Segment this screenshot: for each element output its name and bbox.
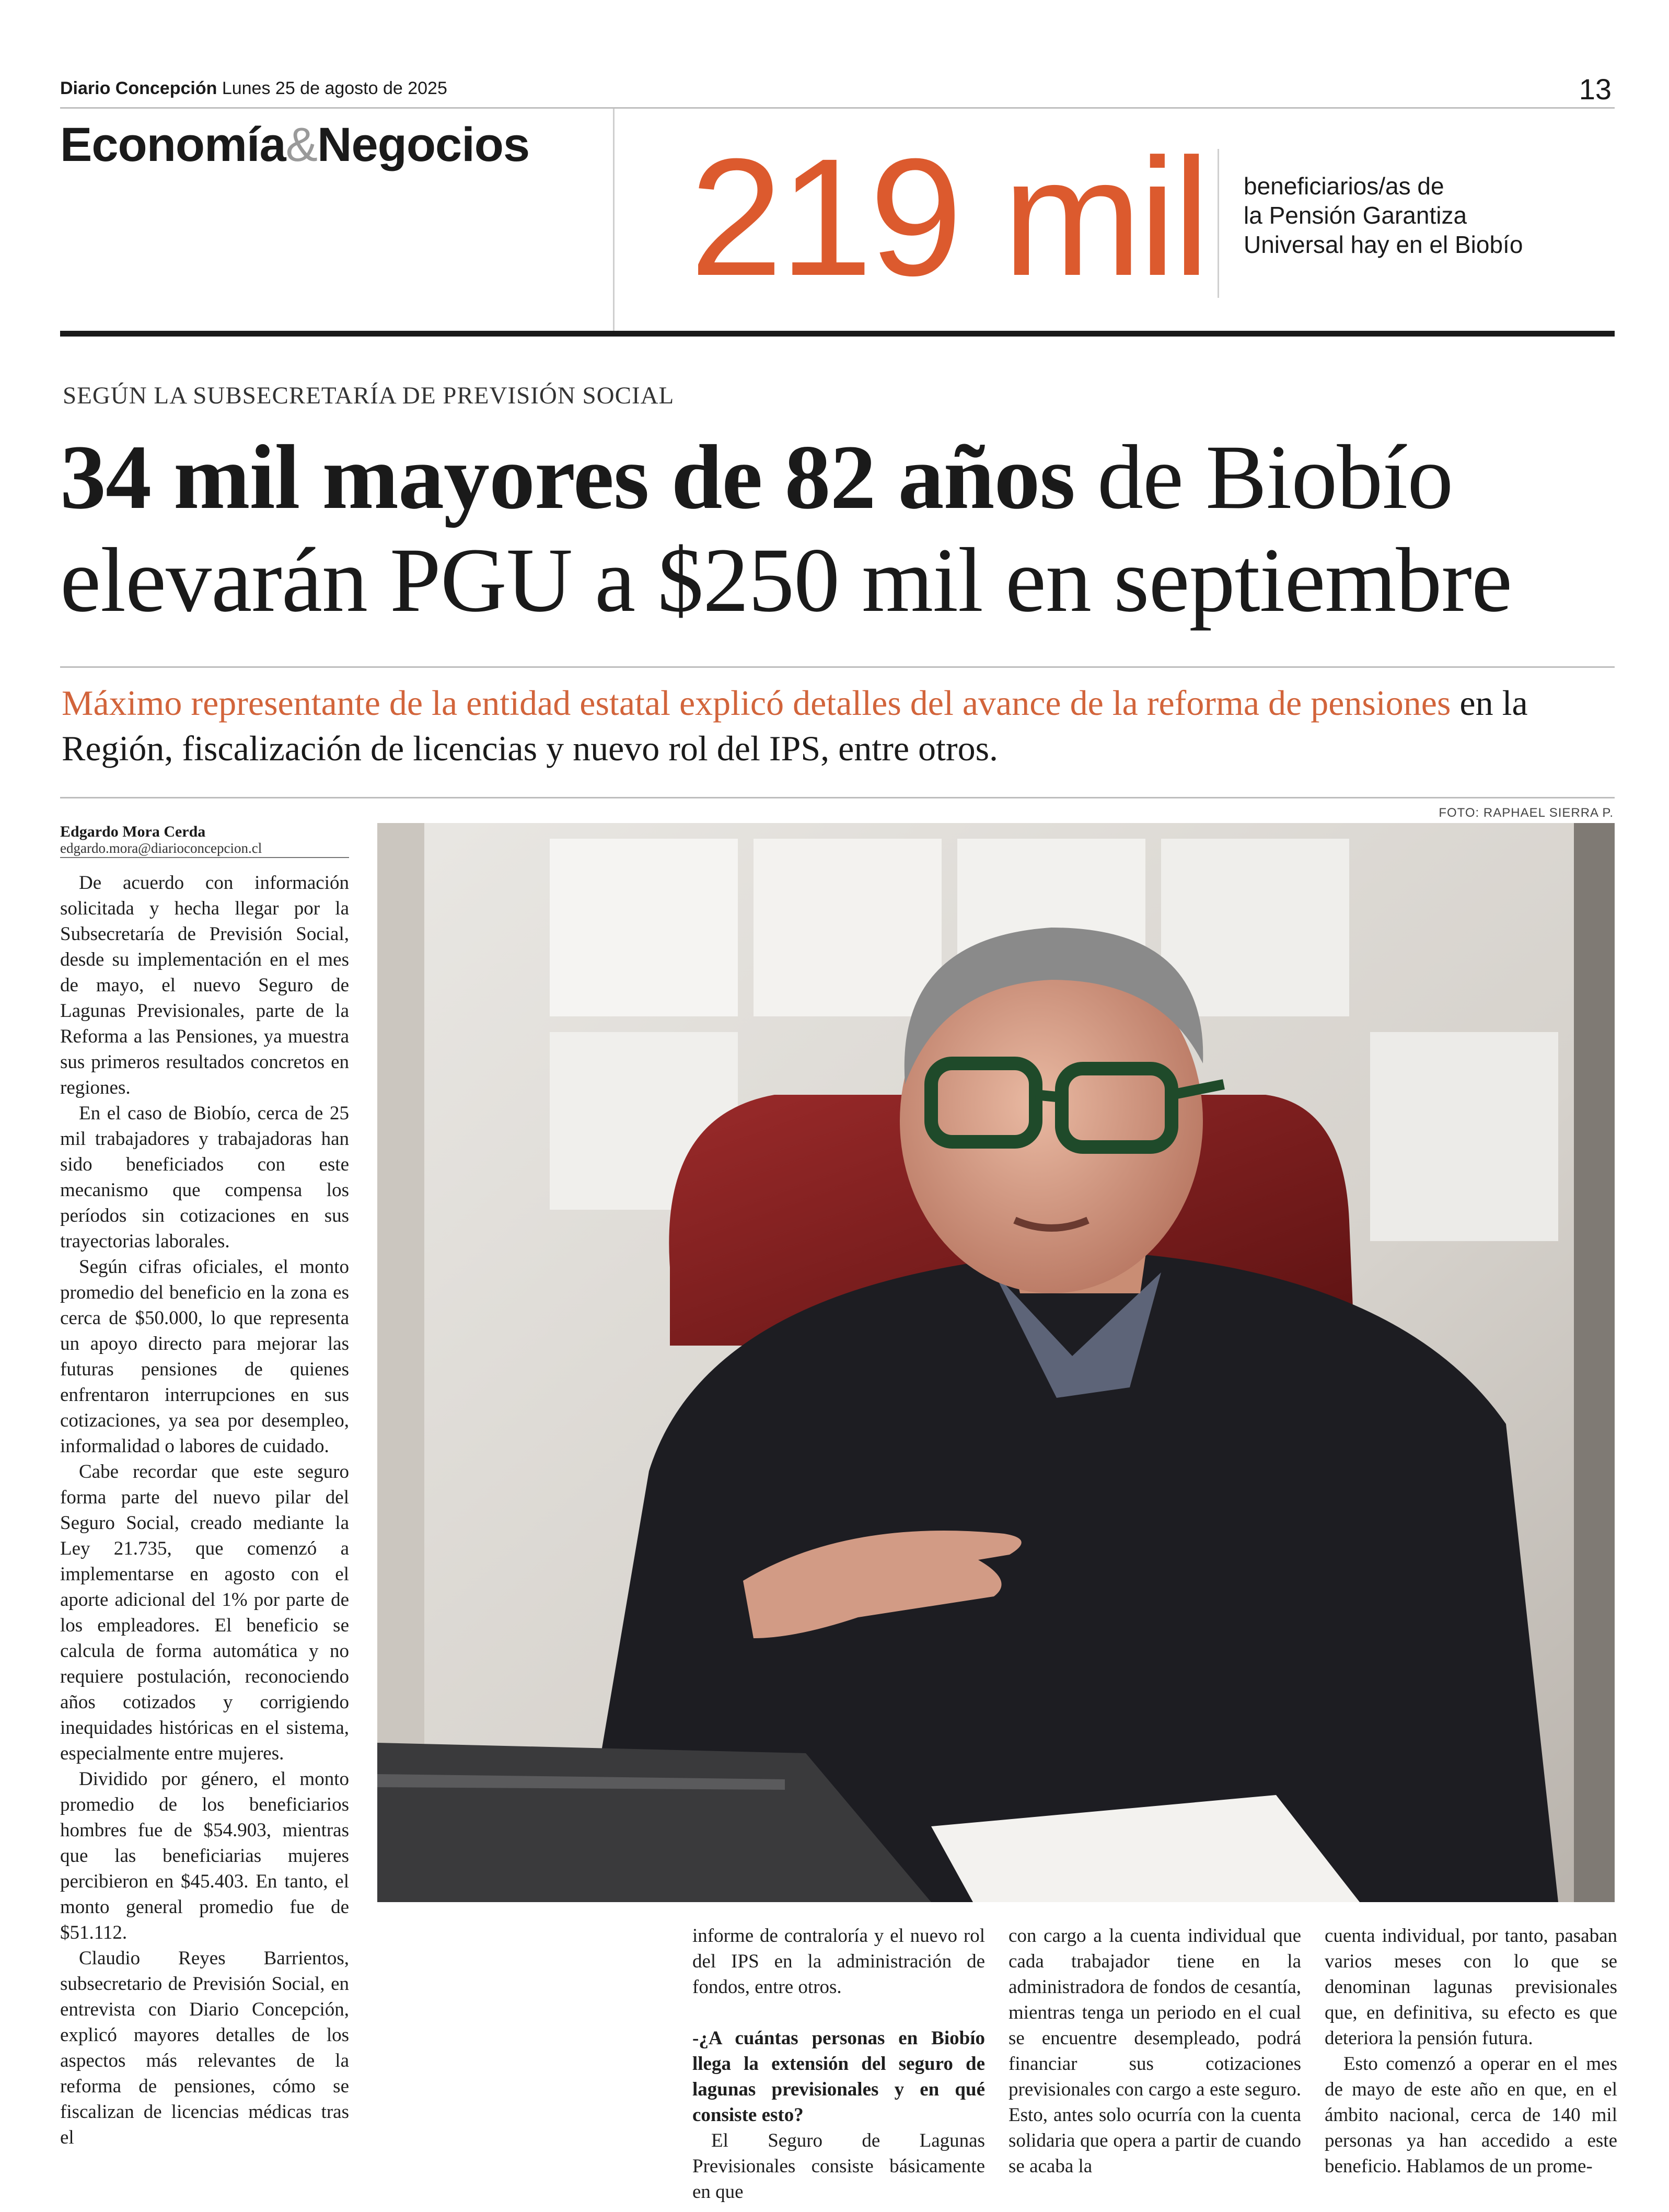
photo-illustration	[377, 823, 1615, 1902]
figure-divider	[1218, 149, 1219, 298]
body-paragraph: con cargo a la cuenta individual que cada trabajador tiene en la administradora de fondos de cesantía, mientras tenga un periodo en el cual se encuentre desempleado, podrá financiar sus cotizaciones previsionales con cargo a este seguro. Esto, antes solo ocurría con la cuenta solidaria que opera a partir de cuando se acaba la	[1009, 1925, 1301, 2177]
newspaper-name: Diario Concepción	[60, 78, 217, 98]
masthead-line	[60, 78, 447, 99]
body-paragraph: Dividido por género, el monto promedio de los beneficiarios hombres fue de $54.903, mientras que las beneficiarias mujeres percibieron en $45.403. En tanto, el monto general promedio fue de $51.112.	[60, 1768, 349, 1943]
figure-caption	[1244, 171, 1578, 259]
top-rule	[60, 107, 1615, 109]
headline-line-2: elevarán PGU a $250 mil en septiembre	[60, 529, 1512, 632]
body-column-3	[1009, 1923, 1301, 2179]
deck	[62, 680, 1624, 771]
figure-caption-line: Universal hay en el Biobío	[1244, 231, 1523, 259]
body-column-4	[1325, 1923, 1617, 2179]
headline-line-1	[60, 426, 1622, 529]
page-number: 13	[1579, 73, 1612, 106]
body-paragraph: Cabe recordar que este seguro forma parte del nuevo pilar del Seguro Social, creado mediante la Ley 21.735, que comenzó a implementarse en agosto con el aporte adicional del 1% por parte de los empleadores. El beneficio se calcula de forma automática y no requiere postulación, reconociendo años cotizados y corrigiendo inequidades históricas en el sistema, especialmente entre mujeres.	[60, 1461, 349, 1764]
body-paragraph: De acuerdo con información solicitada y hecha llegar por la Subsecretaría de Previsión Social, desde su implementación en el mes de mayo, el nuevo Seguro de Lagunas Previsionales, parte de la Reforma a las Pensiones, ya muestra sus primeros resultados concretos en regiones.	[60, 872, 349, 1098]
body-paragraph: Esto comenzó a operar en el mes de mayo de este año en que, en el ámbito nacional, cerca de 140 mil personas ya han accedido a este beneficio. Hablamos de un prome-	[1325, 2053, 1617, 2177]
body-paragraph: En el caso de Biobío, cerca de 25 mil trabajadores y trabajadoras han sido beneficiados con este mecanismo que compensa los períodos sin cotizaciones en sus trayectorias laborales.	[60, 1103, 349, 1252]
figure-caption-line: la Pensión Garantiza	[1244, 202, 1467, 229]
issue-date: Lunes 25 de agosto de 2025	[222, 78, 447, 98]
body-paragraph: cuenta individual, por tanto, pasaban varios meses con lo que se denominan lagunas previsionales que, en definitiva, su efecto es que deteriora la pensión futura.	[1325, 1925, 1617, 2049]
deck-accent: Máximo representante de la entidad estatal explicó detalles del avance de la reforma de pensiones	[62, 683, 1451, 723]
body-column-1	[60, 870, 349, 2150]
kicker: SEGÚN LA SUBSECRETARÍA DE PREVISIÓN SOCIAL	[63, 382, 675, 409]
byline-email: edgardo.mora@diarioconcepcion.cl	[60, 840, 262, 856]
interview-question: -¿A cuántas personas en Biobío llega la extensión del seguro de lagunas previsionales y en qué consiste esto?	[692, 2028, 985, 2126]
deck-rest: en la Región, fiscalización de licencias y nuevo rol del IPS, entre otros.	[62, 683, 1528, 769]
byline-rule	[60, 857, 349, 858]
figure-caption-line: beneficiarios/as de	[1244, 172, 1444, 200]
body-paragraph: Claudio Reyes Barrientos, subsecretario de Previsión Social, en entrevista con Diario Concepción, explicó mayores detalles de los aspectos más relevantes de la reforma de pensiones, cómo se fiscalizan de licencias médicas tras el	[60, 1948, 349, 2148]
body-paragraph: informe de contraloría y el nuevo rol del IPS en la administración de fondos, entre otros.	[692, 1925, 985, 1998]
deck-rule	[60, 797, 1615, 798]
section-ampersand: &	[285, 118, 318, 171]
section-word-negocios: Negocios	[317, 118, 530, 171]
section-title	[60, 118, 529, 172]
headline-rest: de Biobío	[1074, 426, 1453, 528]
headline-rule	[60, 666, 1615, 668]
section-divider	[613, 109, 615, 332]
headline-bold: 34 mil mayores de 82 años	[60, 426, 1075, 528]
byline-name: Edgardo Mora Cerda	[60, 823, 206, 840]
section-word-economia: Economía	[60, 118, 286, 171]
body-column-2	[692, 1923, 985, 2205]
body-paragraph: Según cifras oficiales, el monto promedio del beneficio en la zona es cerca de $50.000, lo que representa un apoyo directo para mejorar las futuras pensiones de quienes enfrentaron interrupciones en sus cotizaciones, ya sea por desempleo, informalidad o labores de cuidado.	[60, 1256, 349, 1457]
highlight-figure: 219 mil	[690, 123, 1207, 310]
article-photo	[377, 823, 1615, 1902]
headline	[60, 426, 1622, 632]
header-rule	[60, 331, 1615, 337]
body-paragraph: El Seguro de Lagunas Previsionales consiste básicamente en que	[692, 2130, 985, 2203]
photo-credit: FOTO: RAPHAEL SIERRA P.	[1439, 806, 1614, 820]
